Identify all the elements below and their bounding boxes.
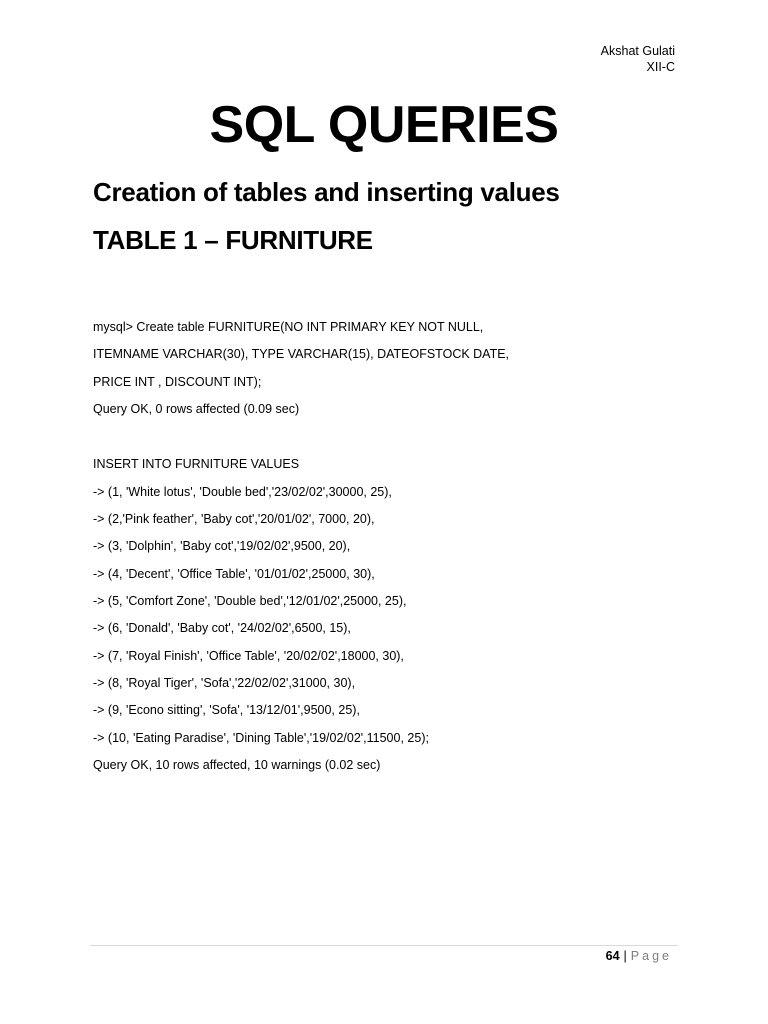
insert-line: -> (9, 'Econo sitting', 'Sofa', '13/12/01',9500, 25), [93, 703, 360, 717]
author-class: XII-C [646, 60, 675, 74]
create-line: PRICE INT , DISCOUNT INT); [93, 375, 262, 389]
insert-line: -> (2,'Pink feather', 'Baby cot','20/01/02', 7000, 20), [93, 512, 375, 526]
insert-line: INSERT INTO FURNITURE VALUES [93, 457, 300, 471]
page-footer [606, 948, 672, 964]
query-result-line: Query OK, 0 rows affected (0.09 sec) [93, 402, 300, 416]
author-block [601, 43, 675, 75]
insert-line: -> (6, 'Donald', 'Baby cot', '24/02/02',6500, 15), [93, 621, 351, 635]
insert-line: -> (8, 'Royal Tiger', 'Sofa','22/02/02',31000, 30), [93, 676, 356, 690]
page-number: 64 [605, 949, 620, 963]
query-result-line: Query OK, 10 rows affected, 10 warnings (0.02 sec) [93, 758, 381, 772]
author-name: Akshat Gulati [600, 44, 675, 58]
insert-line: -> (3, 'Dolphin', 'Baby cot','19/02/02',9500, 20), [93, 539, 351, 553]
insert-line: -> (7, 'Royal Finish', 'Office Table', '20/02/02',18000, 30), [93, 649, 404, 663]
footer-divider [90, 945, 678, 946]
create-line: ITEMNAME VARCHAR(30), TYPE VARCHAR(15), DATEOFSTOCK DATE, [93, 347, 510, 361]
section-subtitle: Creation of tables and inserting values [93, 177, 560, 207]
page-title: SQL QUERIES [209, 96, 559, 154]
page-label: Page [630, 949, 672, 963]
insert-line: -> (4, 'Decent', 'Office Table', '01/01/02',25000, 30), [93, 567, 375, 581]
table-heading: TABLE 1 – FURNITURE [93, 225, 373, 255]
footer-separator: | [623, 949, 627, 963]
create-line: mysql> Create table FURNITURE(NO INT PRIMARY KEY NOT NULL, [93, 320, 484, 334]
insert-line: -> (5, 'Comfort Zone', 'Double bed','12/01/02',25000, 25), [93, 594, 407, 608]
insert-line: -> (10, 'Eating Paradise', 'Dining Table','19/02/02',11500, 25); [93, 731, 429, 745]
insert-line: -> (1, 'White lotus', 'Double bed','23/02/02',30000, 25), [93, 485, 392, 499]
